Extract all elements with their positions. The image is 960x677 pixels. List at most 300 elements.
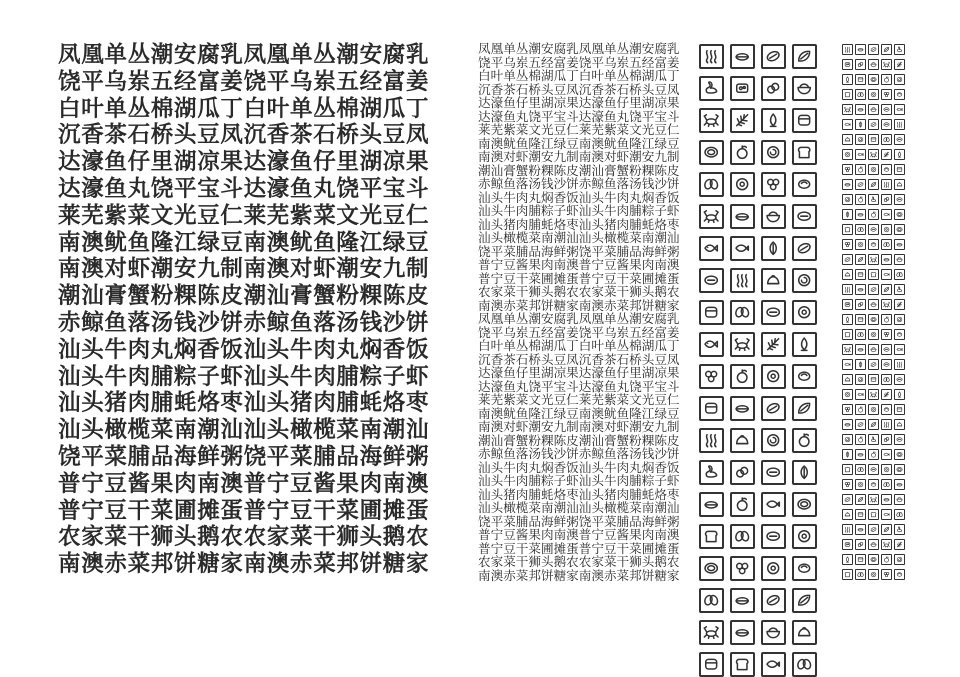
small-specimen-line: 南澳鱿鱼隆江绿豆南澳鱿鱼隆江绿豆 [478, 135, 680, 151]
twin-beans-icon [894, 269, 905, 280]
dumpling-icon [855, 449, 866, 460]
large-specimen-line: 普宁豆干菜圃摊蛋普宁豆干菜圃摊蛋 [58, 497, 430, 524]
dumpling-icon [894, 479, 905, 490]
oval-cake-icon [868, 224, 879, 235]
bean-round-icon [792, 556, 817, 581]
fruit-icon [855, 164, 866, 175]
rice-bowl-icon [792, 76, 817, 101]
large-specimen-line: 饶平菜脯品海鲜粥饶平菜脯品海鲜粥 [58, 443, 430, 470]
fruit-icon [881, 74, 892, 85]
cake-roll-icon [894, 404, 905, 415]
crab-icon [868, 389, 879, 400]
bread-slice-icon [842, 329, 853, 340]
small-specimen-line: 潮汕膏蟹粉粿陈皮潮汕膏蟹粉粿陈皮 [478, 162, 680, 178]
crab-icon [842, 104, 853, 115]
leaf-icon [792, 460, 817, 485]
fruit-icon [868, 449, 879, 460]
large-specimen-grid [58, 42, 460, 578]
large-specimen-line: 南澳对虾潮安九制南澳对虾潮安九制 [58, 256, 430, 283]
leaf-bean-icon [792, 44, 817, 69]
rice-ball-icon [855, 59, 866, 70]
fish-icon [730, 236, 755, 261]
bun-icon [842, 374, 853, 385]
goose-icon [894, 524, 905, 535]
spiral-cake-icon [792, 268, 817, 293]
small-specimen-line: 白叶单丛棉湖瓜丁白叶单丛棉湖瓜丁 [478, 338, 680, 353]
egg-cake-icon [699, 140, 724, 165]
rice-bowl-icon [868, 104, 879, 115]
fish-ball-icon [881, 569, 892, 580]
oval-cake-icon [792, 204, 817, 229]
small-specimen-line: 沉香茶石桥头豆凤沉香茶石桥头豆凤 [478, 351, 680, 367]
cake-roll-icon [855, 314, 866, 325]
pill-bean-icon [855, 179, 866, 190]
oval-cake-icon [868, 464, 879, 475]
leaf-icon [842, 209, 853, 220]
crab-icon [842, 344, 853, 355]
small-specimen-line: 饶平菜脯品海鲜粥饶平菜脯品海鲜粥 [478, 243, 680, 259]
twin-beans-icon [855, 89, 866, 100]
crown-fish-icon [855, 149, 866, 160]
cake-roll-icon [855, 509, 866, 520]
bun-icon [842, 509, 853, 520]
crown-fish-icon [894, 344, 905, 355]
fish-ball-icon [842, 164, 853, 175]
rice-bowl-icon [761, 620, 786, 645]
fruit-icon [792, 428, 817, 453]
fish-ball-icon [842, 404, 853, 415]
small-specimen-line: 汕头牛肉丸焖香饭汕头牛肉丸焖香饭 [478, 459, 680, 475]
round-cake-icon [868, 404, 879, 415]
goose-icon [699, 460, 724, 485]
feather-leaf-icon [894, 59, 905, 70]
pill-bean-icon [761, 396, 786, 421]
twin-beans-icon [881, 239, 892, 250]
large-specimen-line: 沉香茶石桥头豆凤沉香茶石桥头豆凤 [58, 122, 430, 149]
spiral-cake-icon [761, 140, 786, 165]
crab-icon [699, 620, 724, 645]
oval-cake-icon [881, 344, 892, 355]
dumpling-icon [894, 239, 905, 250]
rice-ball-icon [855, 539, 866, 550]
fruit-icon [881, 314, 892, 325]
steam-waves-icon [881, 179, 892, 190]
oval-cake-icon [699, 268, 724, 293]
small-specimen-line: 达濠鱼丸饶平宝斗达濠鱼丸饶平宝斗 [478, 108, 680, 124]
steam-waves-icon [699, 44, 724, 69]
fruit-icon [868, 209, 879, 220]
small-specimen-line: 莱芜紫菜文光豆仁莱芜紫菜文光豆仁 [478, 122, 680, 137]
round-cake-icon [730, 172, 755, 197]
oval-cake-icon [881, 359, 892, 370]
twin-beans-icon [792, 652, 817, 677]
bean-round-icon [894, 329, 905, 340]
small-specimen-line: 赤鲸鱼落汤钱沙饼赤鲸鱼落汤钱沙饼 [478, 446, 680, 461]
bean-round-icon [868, 479, 879, 490]
oval-cake-icon [894, 434, 905, 445]
leaf-bean-icon [881, 524, 892, 535]
steam-waves-icon [894, 359, 905, 370]
bread-slice-icon [699, 524, 724, 549]
fish-icon [842, 119, 853, 130]
pill-bean-icon [842, 254, 853, 265]
large-specimen-line: 汕头牛肉脯粽子虾汕头牛肉脯粽子虾 [58, 363, 430, 390]
steam-waves-icon [730, 268, 755, 293]
small-specimen-line: 达濠鱼仔里湖凉果达濠鱼仔里湖凉果 [478, 95, 680, 110]
leaf-icon [855, 359, 866, 370]
twin-beans-icon [855, 569, 866, 580]
small-icon-grid [842, 44, 905, 580]
dumpling-icon [730, 204, 755, 229]
spiral-cake-icon [855, 134, 866, 145]
tall-leaf-icon [792, 332, 817, 357]
crab-icon [881, 299, 892, 310]
crown-fish-icon [894, 104, 905, 115]
round-cake-icon [761, 364, 786, 389]
round-cake-icon [855, 479, 866, 490]
fish-icon [842, 359, 853, 370]
round-cake-icon [842, 389, 853, 400]
dumpling-icon [855, 344, 866, 355]
leaf-icon [842, 449, 853, 460]
twin-beans-icon [699, 588, 724, 613]
fish-ball-icon [842, 239, 853, 250]
dumpling-icon [730, 620, 755, 645]
small-specimen-line: 普宁豆干菜圃摊蛋普宁豆干菜圃摊蛋 [478, 540, 680, 556]
pill-bean-icon [792, 236, 817, 261]
small-specimen-line: 汕头橄榄菜南潮汕汕头橄榄菜南潮汕 [478, 500, 680, 515]
crab-icon [868, 254, 879, 265]
round-cake-icon [868, 164, 879, 175]
bun-icon [894, 419, 905, 430]
crown-fish-icon [699, 332, 724, 357]
small-specimen-line: 达濠鱼丸饶平宝斗达濠鱼丸饶平宝斗 [478, 378, 680, 394]
egg-cake-icon [699, 556, 724, 581]
cake-roll-icon [855, 554, 866, 565]
small-specimen-line: 农家菜干狮头鹅农农家菜干狮头鹅农 [478, 554, 680, 569]
pill-bean-icon [761, 44, 786, 69]
goose-icon [868, 194, 879, 205]
pill-bean-icon [761, 588, 786, 613]
round-cake-icon [868, 569, 879, 580]
large-specimen-line: 汕头猪肉脯蚝烙枣汕头猪肉脯蚝烙枣 [58, 390, 430, 417]
fish-icon [881, 509, 892, 520]
round-cake-icon [881, 464, 892, 475]
bread-slice-icon [842, 569, 853, 580]
bread-slice-icon [842, 89, 853, 100]
large-specimen-line: 白叶单丛棉湖瓜丁白叶单丛棉湖瓜丁 [58, 95, 430, 122]
egg-cake-icon [868, 554, 879, 565]
fish-cake-icon [730, 76, 755, 101]
round-cake-icon [881, 224, 892, 235]
steam-waves-icon [842, 44, 853, 55]
small-specimen-line: 饶平菜脯品海鲜粥饶平菜脯品海鲜粥 [478, 513, 680, 529]
dumpling-icon [855, 284, 866, 295]
small-specimen-line: 汕头猪肉脯蚝烙枣汕头猪肉脯蚝烙枣 [478, 216, 680, 232]
egg-cake-icon [894, 209, 905, 220]
spiral-cake-icon [894, 74, 905, 85]
small-specimen-line: 汕头牛肉脯粽子虾汕头牛肉脯粽子虾 [478, 203, 680, 218]
twin-beans-icon [881, 374, 892, 385]
dumpling-icon [855, 104, 866, 115]
large-specimen-line: 南澳鱿鱼隆江绿豆南澳鱿鱼隆江绿豆 [58, 229, 430, 256]
fish-ball-icon [881, 329, 892, 340]
round-cake-icon [868, 89, 879, 100]
fruit-icon [855, 404, 866, 415]
crab-icon [881, 539, 892, 550]
large-specimen-line: 汕头橄榄菜南潮汕汕头橄榄菜南潮汕 [58, 417, 430, 444]
rice-bowl-icon [868, 299, 879, 310]
fish-ball-icon [699, 364, 724, 389]
pill-bean-icon [842, 494, 853, 505]
small-specimen-line: 普宁豆酱果肉南澳普宁豆酱果肉南澳 [478, 257, 680, 272]
leaf-bean-icon [792, 588, 817, 613]
crab-icon [881, 59, 892, 70]
dumpling-icon [699, 492, 724, 517]
egg-cake-icon [792, 492, 817, 517]
small-specimen-line: 莱芜紫菜文光豆仁莱芜紫菜文光豆仁 [478, 392, 680, 407]
dumpling-icon [855, 44, 866, 55]
twin-beans-icon [855, 464, 866, 475]
leaf-bean-icon [855, 254, 866, 265]
rice-ball-icon [730, 460, 755, 485]
goose-icon [894, 284, 905, 295]
bread-slice-icon [868, 509, 879, 520]
spiral-cake-icon [894, 314, 905, 325]
spiral-cake-icon [761, 428, 786, 453]
fruit-icon [730, 492, 755, 517]
oval-cake-icon [761, 524, 786, 549]
bean-round-icon [792, 172, 817, 197]
round-cake-icon [792, 300, 817, 325]
small-specimen-line: 南澳鱿鱼隆江绿豆南澳鱿鱼隆江绿豆 [478, 405, 680, 421]
rice-ball-icon [881, 434, 892, 445]
small-specimen-line: 南澳对虾潮安九制南澳对虾潮安九制 [478, 419, 680, 434]
tall-leaf-icon [894, 149, 905, 160]
small-specimen-grid [478, 42, 688, 582]
small-specimen-line: 凤凰单丛潮安腐乳凤凰单丛潮安腐乳 [478, 311, 680, 326]
bun-icon [730, 428, 755, 453]
rice-bowl-icon [868, 344, 879, 355]
small-specimen-line: 南澳赤菜邦饼糖家南澳赤菜邦饼糖家 [478, 297, 680, 313]
bean-round-icon [881, 164, 892, 175]
fish-cake-icon [842, 59, 853, 70]
dumpling-icon [855, 524, 866, 535]
fish-ball-icon [842, 479, 853, 490]
feather-leaf-icon [881, 149, 892, 160]
rice-bowl-icon [894, 254, 905, 265]
large-specimen-line: 莱芜紫菜文光豆仁莱芜紫菜文光豆仁 [58, 202, 430, 229]
fish-icon [881, 269, 892, 280]
pill-bean-icon [868, 119, 879, 130]
oval-cake-icon [894, 374, 905, 385]
spiral-cake-icon [842, 434, 853, 445]
egg-cake-icon [894, 224, 905, 235]
steam-waves-icon [842, 524, 853, 535]
fruit-icon [730, 140, 755, 165]
cake-roll-icon [868, 134, 879, 145]
rice-ball-icon [855, 299, 866, 310]
oval-cake-icon [894, 134, 905, 145]
round-cake-icon [868, 329, 879, 340]
rice-ball-icon [761, 76, 786, 101]
crown-fish-icon [855, 389, 866, 400]
leaf-icon [761, 236, 786, 261]
crab-icon [699, 204, 724, 229]
cake-roll-icon [699, 652, 724, 677]
small-specimen-line: 普宁豆酱果肉南澳普宁豆酱果肉南澳 [478, 527, 680, 542]
bun-icon [761, 268, 786, 293]
twin-beans-icon [881, 479, 892, 490]
large-specimen-line: 达濠鱼仔里湖凉果达濠鱼仔里湖凉果 [58, 149, 430, 176]
cake-roll-icon [868, 374, 879, 385]
small-specimen-line: 汕头猪肉脯蚝烙枣汕头猪肉脯蚝烙枣 [478, 486, 680, 502]
pill-bean-icon [868, 359, 879, 370]
goose-icon [894, 44, 905, 55]
cake-roll-icon [699, 396, 724, 421]
feather-leaf-icon [730, 108, 755, 133]
spiral-cake-icon [855, 374, 866, 385]
steam-waves-icon [699, 428, 724, 453]
small-specimen-line: 南澳赤菜邦饼糖家南澳赤菜邦饼糖家 [478, 567, 680, 583]
leaf-bean-icon [868, 179, 879, 190]
oval-cake-icon [894, 194, 905, 205]
dumpling-icon [855, 209, 866, 220]
spiral-cake-icon [894, 554, 905, 565]
round-cake-icon [761, 556, 786, 581]
round-cake-icon [842, 149, 853, 160]
dumpling-icon [881, 494, 892, 505]
round-cake-icon [855, 239, 866, 250]
dumpling-icon [730, 396, 755, 421]
fruit-icon [855, 194, 866, 205]
dumpling-icon [730, 44, 755, 69]
small-specimen-line: 沉香茶石桥头豆凤沉香茶石桥头豆凤 [478, 81, 680, 97]
twin-beans-icon [730, 300, 755, 325]
tall-leaf-icon [842, 554, 853, 565]
goose-icon [699, 76, 724, 101]
steam-waves-icon [881, 419, 892, 430]
egg-cake-icon [894, 464, 905, 475]
egg-cake-icon [868, 74, 879, 85]
cake-roll-icon [699, 300, 724, 325]
bean-round-icon [894, 89, 905, 100]
large-specimen-line: 普宁豆酱果肉南澳普宁豆酱果肉南澳 [58, 470, 430, 497]
crab-icon [868, 494, 879, 505]
crown-fish-icon [699, 236, 724, 261]
dumpling-icon [842, 419, 853, 430]
leaf-bean-icon [881, 284, 892, 295]
bread-slice-icon [868, 269, 879, 280]
tall-leaf-icon [842, 74, 853, 85]
small-specimen-line: 饶平乌岽五经富姜饶平乌岽五经富姜 [478, 324, 680, 340]
small-specimen-line: 潮汕膏蟹粉粿陈皮潮汕膏蟹粉粿陈皮 [478, 432, 680, 448]
dumpling-icon [842, 179, 853, 190]
pill-bean-icon [868, 524, 879, 535]
oval-cake-icon [881, 119, 892, 130]
leaf-bean-icon [868, 419, 879, 430]
large-specimen-line: 赤鲸鱼落汤钱沙饼赤鲸鱼落汤钱沙饼 [58, 309, 430, 336]
bun-icon [894, 179, 905, 190]
oval-cake-icon [881, 104, 892, 115]
twin-beans-icon [699, 172, 724, 197]
bread-slice-icon [842, 464, 853, 475]
leaf-bean-icon [855, 494, 866, 505]
bean-round-icon [868, 239, 879, 250]
fish-icon [881, 209, 892, 220]
small-specimen-line: 汕头牛肉丸焖香饭汕头牛肉丸焖香饭 [478, 189, 680, 205]
rice-bowl-icon [868, 539, 879, 550]
large-specimen-line: 农家菜干狮头鹅农农家菜干狮头鹅农 [58, 524, 430, 551]
fruit-icon [730, 364, 755, 389]
round-cake-icon [792, 524, 817, 549]
fish-ball-icon [730, 556, 755, 581]
oval-cake-icon [761, 460, 786, 485]
fish-icon [761, 492, 786, 517]
small-specimen-line: 汕头橄榄菜南潮汕汕头橄榄菜南潮汕 [478, 230, 680, 245]
fish-icon [761, 652, 786, 677]
pill-bean-icon [868, 284, 879, 295]
bean-round-icon [792, 364, 817, 389]
dumpling-icon [881, 254, 892, 265]
leaf-bean-icon [881, 44, 892, 55]
fish-cake-icon [842, 539, 853, 550]
twin-beans-icon [894, 509, 905, 520]
small-specimen-line: 赤鲸鱼落汤钱沙饼赤鲸鱼落汤钱沙饼 [478, 176, 680, 191]
crab-icon [730, 332, 755, 357]
rice-bowl-icon [868, 59, 879, 70]
steam-waves-icon [894, 119, 905, 130]
small-specimen-line: 普宁豆干菜圃摊蛋普宁豆干菜圃摊蛋 [478, 270, 680, 286]
rice-ball-icon [881, 194, 892, 205]
leaf-bean-icon [792, 396, 817, 421]
cake-roll-icon [855, 74, 866, 85]
crab-icon [868, 149, 879, 160]
leaf-icon [855, 119, 866, 130]
egg-cake-icon [868, 314, 879, 325]
feather-leaf-icon [761, 332, 786, 357]
bean-round-icon [881, 404, 892, 415]
bun-icon [792, 620, 817, 645]
fish-icon [881, 449, 892, 460]
bean-round-icon [894, 569, 905, 580]
bun-icon [842, 134, 853, 145]
oval-cake-icon [761, 300, 786, 325]
cake-roll-icon [792, 108, 817, 133]
goose-icon [868, 434, 879, 445]
large-specimen-line: 汕头牛肉丸焖香饭汕头牛肉丸焖香饭 [58, 336, 430, 363]
feather-leaf-icon [881, 389, 892, 400]
large-specimen-line: 达濠鱼丸饶平宝斗达濠鱼丸饶平宝斗 [58, 175, 430, 202]
steam-waves-icon [842, 284, 853, 295]
cake-roll-icon [894, 164, 905, 175]
pill-bean-icon [868, 44, 879, 55]
large-specimen-line: 饶平乌岽五经富姜饶平乌岽五经富姜 [58, 68, 430, 95]
small-specimen-line: 汕头牛肉脯粽子虾汕头牛肉脯粽子虾 [478, 473, 680, 488]
large-specimen-line: 南澳赤菜邦饼糖家南澳赤菜邦饼糖家 [58, 551, 430, 578]
cake-roll-icon [855, 269, 866, 280]
small-specimen-line: 南澳对虾潮安九制南澳对虾潮安九制 [478, 149, 680, 164]
twin-beans-icon [855, 329, 866, 340]
large-specimen-line: 潮汕膏蟹粉粿陈皮潮汕膏蟹粉粿陈皮 [58, 283, 430, 310]
fish-ball-icon [761, 172, 786, 197]
spiral-cake-icon [842, 194, 853, 205]
tall-leaf-icon [761, 108, 786, 133]
egg-cake-icon [894, 449, 905, 460]
fish-cake-icon [842, 299, 853, 310]
bread-slice-icon [792, 140, 817, 165]
bread-slice-icon [842, 224, 853, 235]
